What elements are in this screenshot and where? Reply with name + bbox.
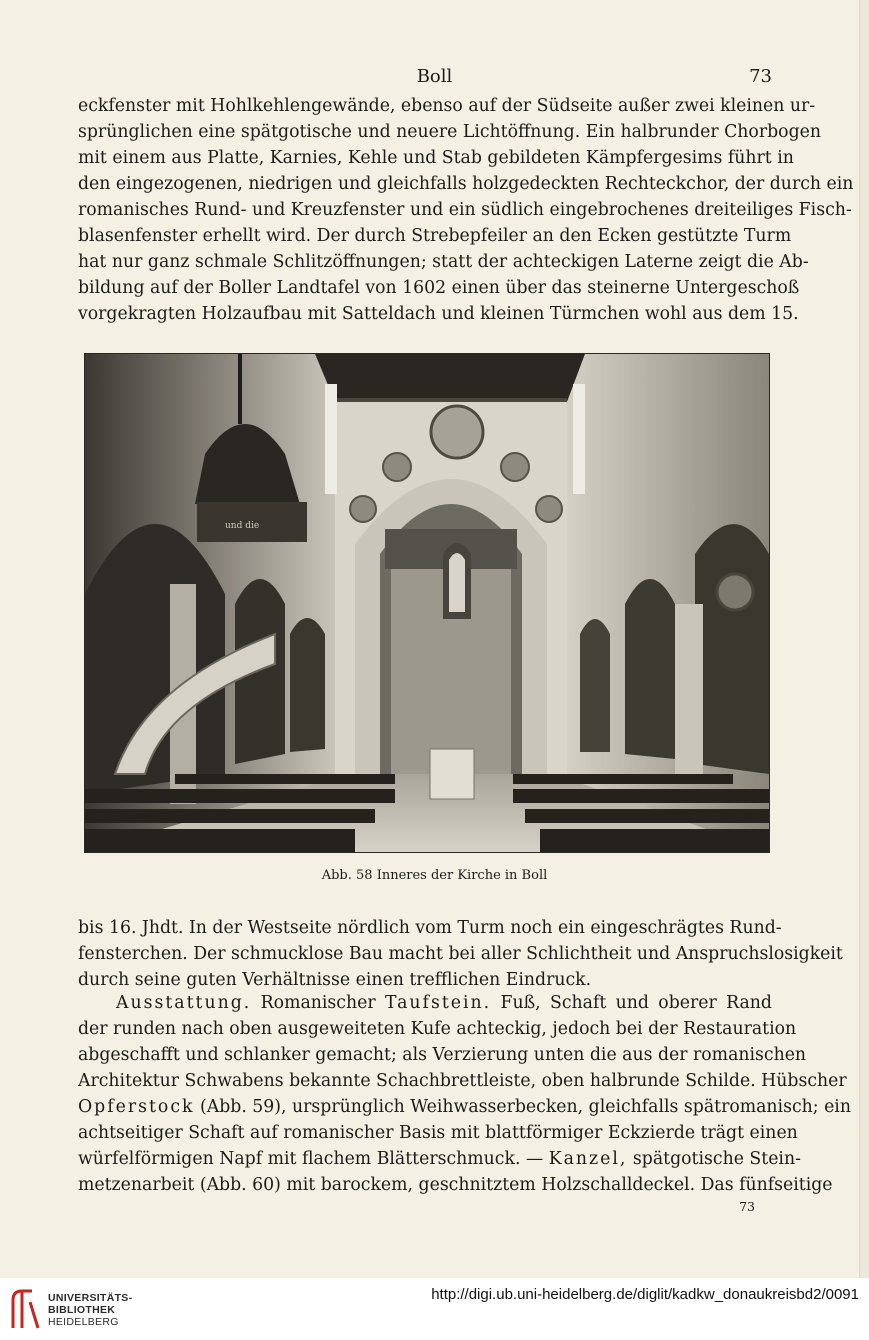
text-line: eckfenster mit Hohlkehlengewände, ebenso auf der Südseite außer zwei kleinen ur-	[78, 96, 816, 116]
text-line: den eingezogenen, niedrigen und gleichfalls holzgedeckten Rechteckchor, der durch ein	[78, 174, 854, 194]
library-name-line3: HEIDELBERG	[48, 1316, 119, 1328]
text-line: abgeschafft und schlanker gemacht; als Verzierung unten die aus der romanischen	[78, 1045, 807, 1065]
text-span: (Abb. 59), ursprünglich Weihwasserbecken, gleichfalls spätromanisch; ein	[194, 1097, 851, 1117]
running-header-page-number: 73	[749, 66, 772, 87]
library-logo-icon	[10, 1288, 40, 1330]
heading-kanzel: Kanzel,	[548, 1149, 628, 1169]
paragraph-1	[78, 93, 854, 327]
text-line: durch seine guten Verhältnisse einen trefflichen Eindruck.	[78, 970, 592, 990]
text-span: spätgotische Stein-	[627, 1149, 801, 1169]
heading-ausstattung: Ausstattung.	[116, 993, 252, 1013]
text-line: achtseitiger Schaft auf romanischer Basis mit blattförmiger Eckzierde trägt einen	[78, 1123, 798, 1143]
church-interior-illustration	[85, 354, 769, 852]
text-span: Romanischer	[251, 993, 385, 1013]
paragraph-2	[78, 915, 843, 993]
figure-caption: Abb. 58 Inneres der Kirche in Boll	[321, 868, 548, 883]
text-line: der runden nach oben ausgeweiteten Kufe achteckig, jedoch bei der Restauration	[78, 1019, 797, 1039]
text-line: mit einem aus Platte, Karnies, Kehle und Stab gebildeten Kämpfergesims führt in	[78, 148, 794, 168]
text-line	[78, 990, 772, 1016]
heading-opferstock: Opferstock	[78, 1097, 195, 1117]
source-url-link[interactable]: http://digi.ub.uni-heidelberg.de/diglit/kadkw_donaukreisbd2/0091	[431, 1286, 859, 1303]
text-line: blasenfenster erhellt wird. Der durch Strebepfeiler an den Ecken gestützte Turm	[78, 226, 792, 246]
church-interior-photo	[84, 353, 770, 853]
library-name-line1: UNIVERSITÄTS-	[48, 1292, 133, 1304]
text-line	[78, 1094, 851, 1120]
text-line: fensterchen. Der schmucklose Bau macht bei aller Schlichtheit und Anspruchslosigkeit	[78, 944, 843, 964]
page-edge	[859, 0, 869, 1278]
library-name	[48, 1292, 132, 1328]
text-line: bildung auf der Boller Landtafel von 1602 einen über das steinerne Untergeschoß	[78, 278, 800, 298]
heading-taufstein: Taufstein.	[384, 993, 492, 1013]
paragraph-3	[78, 990, 851, 1198]
text-span: würfelförmigen Napf mit flachem Blätterschmuck. —	[78, 1149, 549, 1169]
text-line: Architektur Schwabens bekannte Schachbrettleiste, oben halbrunde Schilde. Hübscher	[78, 1071, 847, 1091]
text-line: vorgekragten Holzaufbau mit Satteldach und kleinen Türmchen wohl aus dem 15.	[78, 304, 799, 324]
library-name-line2: BIBLIOTHEK	[48, 1304, 116, 1316]
pulpit-text: und die	[225, 521, 260, 531]
text-line	[78, 1146, 801, 1172]
text-line: bis 16. Jhdt. In der Westseite nördlich vom Turm noch ein eingeschrägtes Rund-	[78, 918, 782, 938]
footer-page-number: 73	[739, 1199, 755, 1214]
text-line: hat nur ganz schmale Schlitzöffnungen; statt der achteckigen Laterne zeigt die Ab-	[78, 252, 809, 272]
text-line: romanisches Rund- und Kreuzfenster und ein südlich eingebrochenes dreiteiliges Fisch-	[78, 200, 852, 220]
running-header-title: Boll	[416, 66, 453, 87]
text-span: Fuß, Schaft und oberer Rand	[491, 993, 772, 1013]
text-line: metzenarbeit (Abb. 60) mit barockem, geschnitztem Holzschalldeckel. Das fünfseitige	[78, 1175, 833, 1195]
text-line: sprünglichen eine spätgotische und neuere Lichtöffnung. Ein halbrunder Chorbogen	[78, 122, 821, 142]
